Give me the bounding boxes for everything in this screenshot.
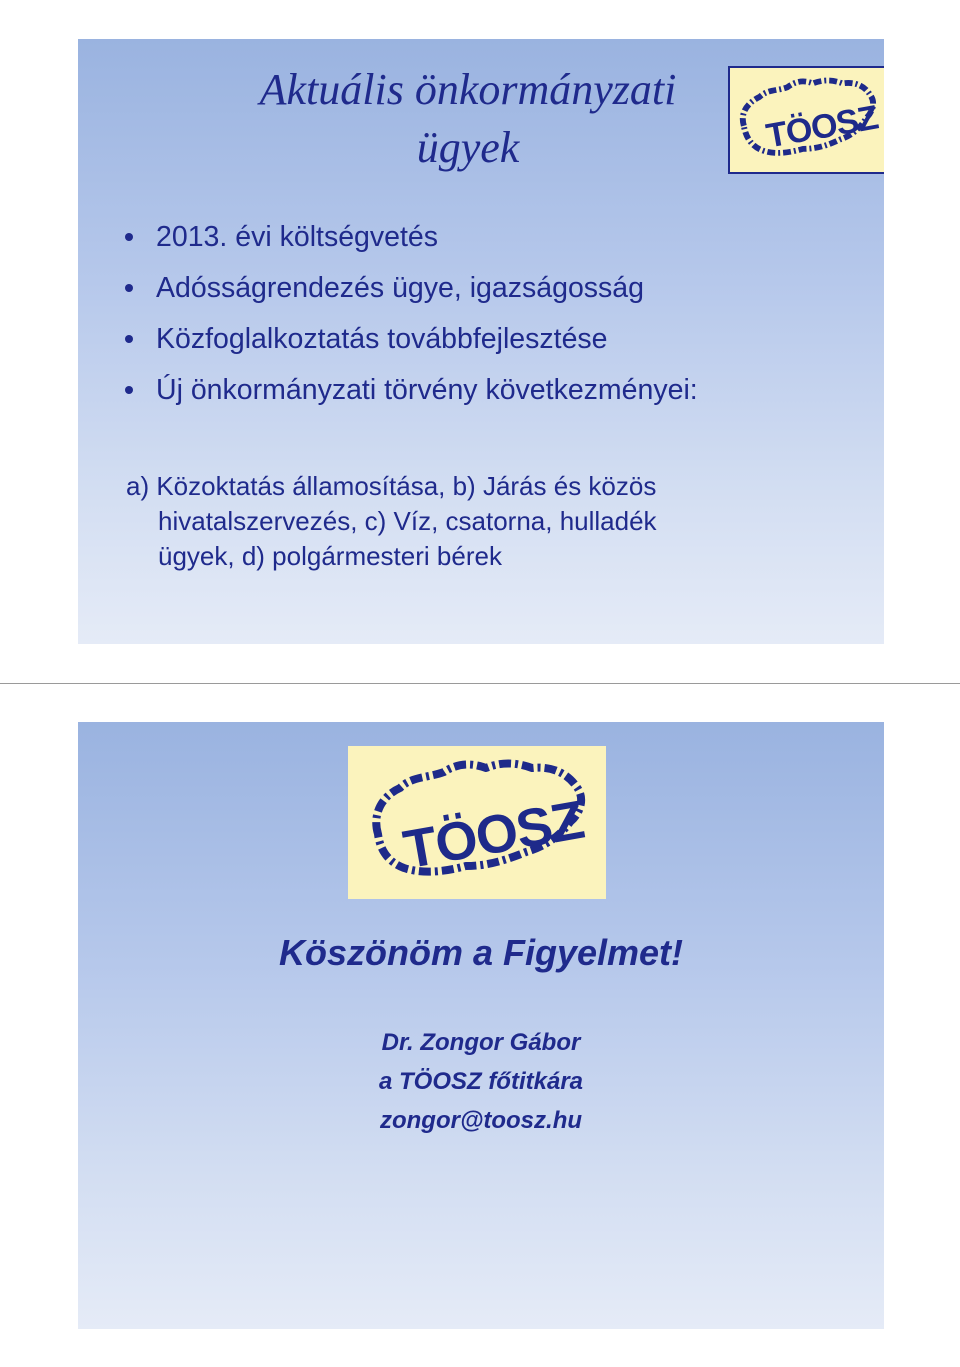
contact-role: a TÖOSZ főtitkára [378,1068,584,1095]
bullet-text: Közfoglalkoztatás továbbfejlesztése [156,323,608,355]
toosz-logo-large [348,746,606,899]
sub-point-line: ügyek, d) polgármesteri bérek [158,541,502,571]
sub-point-paragraph [126,469,866,574]
bullet-text: 2013. évi költségvetés [156,221,439,253]
bullet-dot-icon [125,335,133,343]
bullet-dot-icon [125,284,133,292]
bullet-item [123,321,863,357]
slide-current-affairs [78,39,884,644]
bullet-item [123,270,863,306]
bullet-item [123,219,863,255]
logo-text: TÖOSZ [763,98,881,156]
sub-point-line: a) Közoktatás államosítása, b) Járás és közös [126,471,657,501]
thank-you-heading: Köszönöm a Figyelmet! [278,932,684,973]
bullet-dot-icon [125,386,133,394]
contact-name: Dr. Zongor Gábor [381,1029,581,1056]
document-page-bottom [0,684,960,1367]
document-page-top [0,0,960,683]
bullet-text: Adósságrendezés ügye, igazságosság [156,272,644,304]
bullet-item [123,372,863,408]
logo-text: TÖOSZ [399,789,588,881]
toosz-logo [728,66,884,174]
bullet-text: Új önkormányzati törvény következményei: [156,374,698,406]
contact-block [78,1023,884,1140]
contact-email: zongor@toosz.hu [379,1107,583,1134]
slide-title-line-2: ügyek [416,123,520,172]
sub-point-line: hivatalszervezés, c) Víz, csatorna, hulladék [158,506,657,536]
slide-thank-you [78,722,884,1329]
slide-title [198,61,738,177]
bullet-dot-icon [125,233,133,241]
bullet-list [123,219,863,408]
slide-title-line-1: Aktuális önkormányzati [259,65,677,114]
